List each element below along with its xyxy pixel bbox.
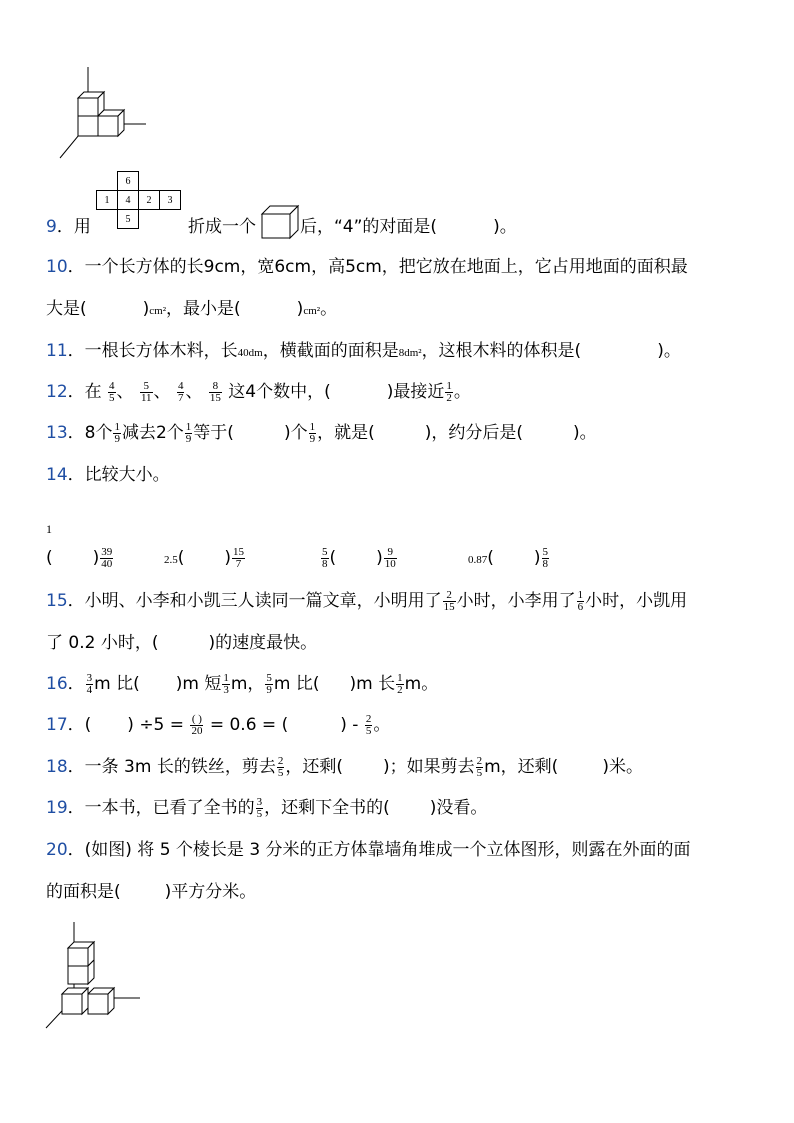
cube-stack-figure-top <box>56 62 176 172</box>
compare-item-2: 2.5( ) $\frac{15}{7}$ <box>164 545 245 570</box>
question-18: 18．一条 3m 长的铁丝，剪去 $\frac{2}{5}$ ，还剩( )；如果剪去 $\frac{2}{5}$ m，还剩( )米。 <box>46 754 643 779</box>
fraction: $\frac{1}{9}$ <box>114 420 120 445</box>
compare-item-3: $\frac{5}{8}$ ( ) $\frac{9}{10}$ <box>322 545 396 570</box>
fraction: $\frac{1}{9}$ <box>309 420 316 445</box>
question-13: 13．8个 $\frac{1}{9}$ 减去2个 $\frac{1}{9}$ 等于( )个 $\frac{1}{9}$ ，就是( )，约分后是( )。 <box>46 420 597 445</box>
fraction: $\frac{1}{2}$ <box>446 379 452 404</box>
question-number: 9 <box>46 217 57 237</box>
question-17: 17．( ) ÷5 = $\frac{( )}{20}$ = 0.6 = ( ) - $\frac{2}{5}$ 。 <box>46 712 391 737</box>
compare-item-4: 0.87( ) $\frac{5}{8}$ <box>468 545 549 570</box>
question-11: 11．一根长方体木料，长40dm，横截面的面积是8dm²，这根木料的体积是( )。 <box>46 341 681 361</box>
question-9: 9．用 <box>46 217 91 237</box>
question-14: 14．比较大小。 <box>46 465 170 485</box>
question-20: 20．(如图) 将 5 个棱长是 3 分米的正方体靠墙角堆成一个立体图形，则露在外面的面 <box>46 840 691 860</box>
fraction: $\frac{1}{9}$ <box>185 420 192 445</box>
question-9-cont: 折成一个 <box>188 217 256 237</box>
cube-icon <box>258 200 302 240</box>
question-12: 12．在 $\frac{4}{5}$ 、 $\frac{5}{11}$ 、 $\frac{4}{7}$ 、 $\frac{8}{15}$ 这4个数中，( )最接近 $\frac{1}{2}$ 。 <box>46 379 471 404</box>
question-10: 10．一个长方体的长9cm，宽6cm，高5cm，把它放在地面上，它占用地面的面积最 <box>46 257 688 277</box>
compare-item-1: ( ) $\frac{39}{40}$ <box>46 545 113 570</box>
fraction: $\frac{8}{15}$ <box>209 379 221 404</box>
cube-net: 6 1 4 2 3 5 <box>96 171 181 229</box>
question-16: 16． $\frac{3}{4}$ m 比( )m 短 $\frac{1}{3}$ m， $\frac{5}{9}$ m 比( )m 长 $\frac{1}{2}$ m。 <box>46 671 439 696</box>
question-19: 19．一本书，已看了全书的 $\frac{3}{5}$ ，还剩下全书的( )没看。 <box>46 795 488 820</box>
fraction: $\frac{5}{11}$ <box>140 379 152 404</box>
fraction: $\frac{4}{7}$ <box>177 379 184 404</box>
question-15: 15．小明、小李和小凯三人读同一篇文章，小明用了 $\frac{2}{15}$ 小时，小李用了 $\frac{1}{6}$ 小时，小凯用 <box>46 588 688 613</box>
cube-stack-figure-bottom <box>44 920 154 1032</box>
fraction: $\frac{4}{5}$ <box>109 379 115 404</box>
